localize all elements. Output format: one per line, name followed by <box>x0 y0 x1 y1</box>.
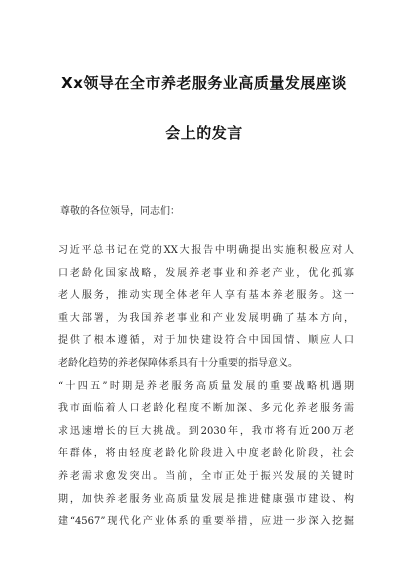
body-text <box>58 240 354 534</box>
body-line: 期，加快养老服务业高质量发展是推进健康强市建设、构 <box>58 493 354 505</box>
body-line: 提供了根本遵循，对于加快建设符合中国国情、顺应人口 <box>58 335 354 347</box>
body-line: 老人服务，推动实现全体老年人享有基本养老服务。这一 <box>58 290 354 302</box>
body-line: “十四五”时期是养老服务高质量发展的重要战略机遇期 <box>58 380 354 392</box>
document-title-line-2: 会上的发言 <box>165 124 243 142</box>
body-line: 我市面临着人口老龄化程度不断加深、多元化养老服务需 <box>58 403 354 415</box>
document-title-line-1: Xx领导在全市养老服务业高质量发展座谈 <box>61 74 347 92</box>
body-line: 习近平总书记在党的XX大报告中明确提出实施积极应对人 <box>58 245 354 256</box>
body-line: 求迅速增长的巨大挑战。到2030年，我市将有近200万老 <box>58 425 354 437</box>
body-line: 老龄化趋势的养老保障体系具有十分重要的指导意义。 <box>58 357 298 369</box>
body-line: 口老龄化国家战略，发展养老事业和养老产业，优化孤寡 <box>58 267 354 279</box>
salutation: 尊敬的各位领导，同志们： <box>60 206 180 217</box>
body-line: 养老需求愈发突出。当前，全市正处于振兴发展的关键时 <box>58 470 354 482</box>
body-line: 建“4567”现代化产业体系的重要举措，应进一步深入挖掘 <box>58 516 354 528</box>
body-line: 年群体，将由轻度老龄化阶段进入中度老龄化阶段，社会 <box>58 448 354 460</box>
body-line: 重大部署，为我国养老事业和产业发展明确了基本方向， <box>58 312 354 324</box>
